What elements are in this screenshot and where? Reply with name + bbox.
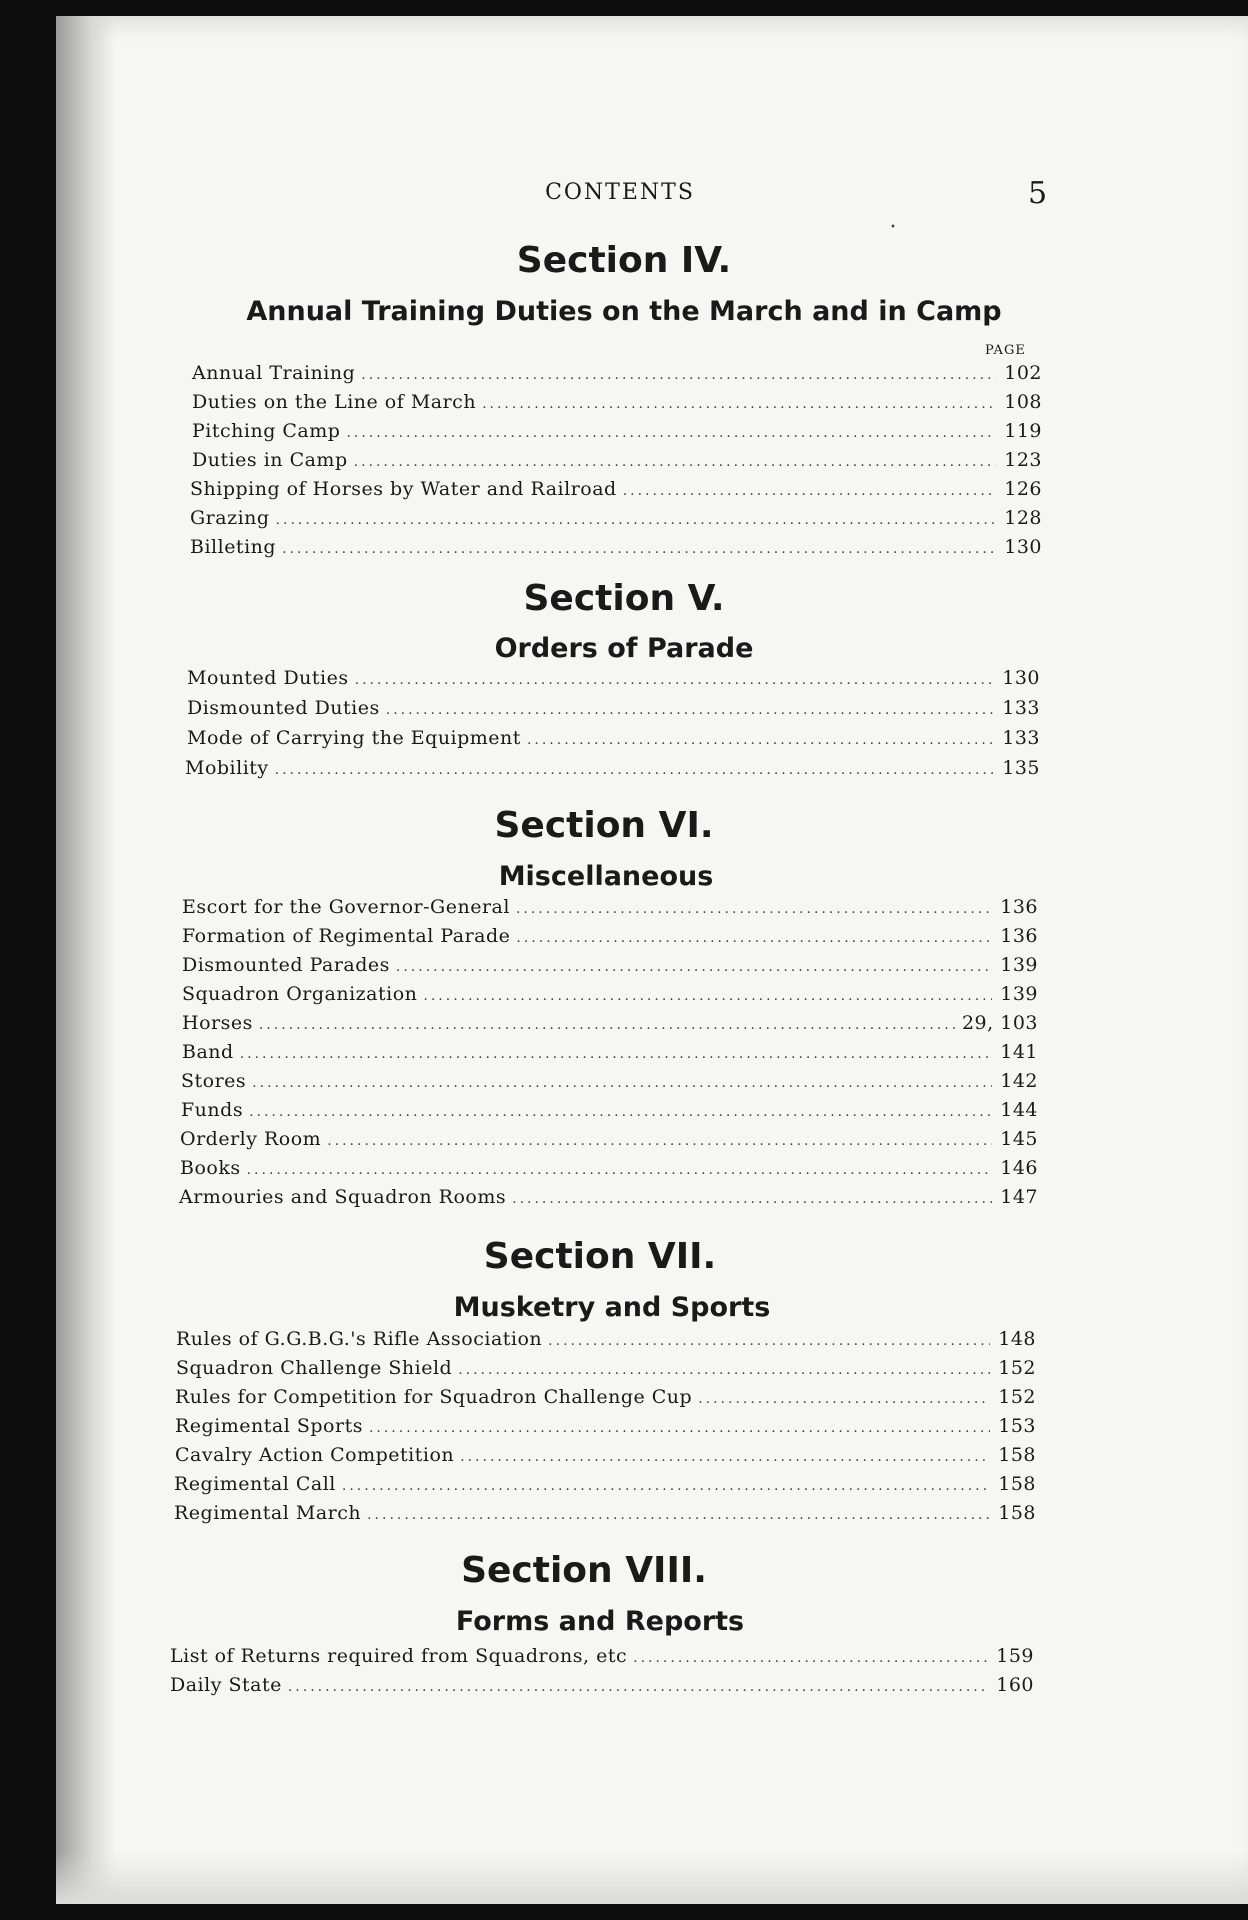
dot-leader (527, 732, 994, 748)
entry-page: 158 (998, 1502, 1036, 1524)
entry-page: 133 (1002, 697, 1040, 719)
toc-entry (174, 1502, 1036, 1530)
entry-page: 102 (1004, 362, 1042, 384)
entry-page: 123 (1004, 449, 1042, 471)
toc-entry (192, 362, 1042, 390)
toc-entry (174, 1473, 1036, 1501)
dot-leader (252, 1075, 992, 1091)
toc-entry (192, 449, 1042, 477)
entry-title: Grazing (190, 507, 270, 529)
entry-page: 139 (1000, 983, 1038, 1005)
entry-page: 128 (1004, 507, 1042, 529)
dot-leader (327, 1133, 992, 1149)
toc-entry (179, 1186, 1038, 1214)
toc-entry (175, 1386, 1036, 1414)
entry-page: 141 (1000, 1041, 1038, 1063)
toc-entry (182, 954, 1038, 982)
section-subheading: Annual Training Duties on the March and in Camp (246, 296, 1002, 327)
entry-title: Mobility (185, 757, 269, 779)
dot-leader (240, 1046, 992, 1062)
dot-leader (396, 959, 992, 975)
entry-page: 158 (998, 1473, 1036, 1495)
entry-page: 126 (1004, 478, 1042, 500)
entry-title: List of Returns required from Squadrons, etc (170, 1645, 628, 1667)
entry-title: Armouries and Squadron Rooms (179, 1186, 507, 1208)
toc-entry (192, 391, 1042, 419)
entry-title: Escort for the Governor-General (182, 896, 510, 918)
dot-leader (249, 1104, 992, 1120)
dot-leader (369, 1420, 990, 1436)
entry-title: Duties in Camp (192, 449, 348, 471)
entry-title: Squadron Organization (182, 983, 418, 1005)
dot-leader (367, 1507, 990, 1523)
entry-page: 152 (998, 1357, 1036, 1379)
dot-leader (460, 1449, 990, 1465)
toc-entry (175, 1415, 1036, 1443)
entry-title: Rules of G.G.B.G.'s Rifle Association (176, 1328, 543, 1350)
toc-entry (170, 1645, 1034, 1673)
entry-page: 152 (998, 1386, 1036, 1408)
entry-title: Duties on the Line of March (192, 391, 477, 413)
dot-leader (354, 454, 996, 470)
toc-entry (190, 478, 1042, 506)
entry-title: Horses (182, 1012, 253, 1034)
toc-entry (182, 1041, 1038, 1069)
dot-leader (275, 762, 994, 778)
dot-leader (633, 1650, 988, 1666)
entry-title: Billeting (190, 536, 277, 558)
entry-title: Pitching Camp (192, 420, 341, 442)
toc-entry (181, 1070, 1038, 1098)
toc-entry (176, 1357, 1036, 1385)
entry-title: Funds (181, 1099, 244, 1121)
section-subheading: Forms and Reports (455, 1606, 745, 1637)
entry-page: 29, 103 (961, 1012, 1038, 1034)
entry-title: Regimental Sports (175, 1415, 363, 1437)
dot-leader (247, 1162, 992, 1178)
entry-title: Mode of Carrying the Equipment (187, 727, 521, 749)
section-subheading: Orders of Parade (494, 633, 754, 664)
running-head: CONTENTS (545, 180, 695, 205)
toc-entry (182, 1012, 1038, 1040)
entry-title: Daily State (170, 1674, 282, 1696)
entry-title: Rules for Competition for Squadron Challenge Cup (175, 1386, 693, 1408)
dot-leader (458, 1362, 990, 1378)
dot-leader (355, 672, 994, 688)
section-heading: Section IV. (516, 240, 732, 281)
toc-entry (182, 983, 1038, 1011)
entry-page: 108 (1004, 391, 1042, 413)
toc-entry (182, 925, 1038, 953)
entry-page: 147 (1000, 1186, 1038, 1208)
dot-leader (282, 541, 996, 557)
entry-page: 148 (998, 1328, 1036, 1350)
section-heading: Section VI. (494, 805, 714, 846)
toc-entry (182, 896, 1038, 924)
entry-title: Orderly Room (180, 1128, 322, 1150)
entry-page: 135 (1002, 757, 1040, 779)
dot-leader (423, 988, 992, 1004)
toc-entry (190, 507, 1042, 535)
toc-entry (180, 1128, 1038, 1156)
toc-entry (176, 1328, 1036, 1356)
entry-title: Formation of Regimental Parade (182, 925, 511, 947)
dot-leader (482, 396, 996, 412)
entry-page: 160 (996, 1674, 1034, 1696)
entry-title: Cavalry Action Competition (175, 1444, 455, 1466)
page-column-label: PAGE (985, 343, 1026, 358)
entry-title: Stores (181, 1070, 247, 1092)
dot-leader (512, 1191, 992, 1207)
toc-entry (180, 1157, 1038, 1185)
entry-page: 153 (998, 1415, 1036, 1437)
toc-entry (187, 727, 1040, 755)
toc-entry (187, 667, 1040, 695)
dot-leader (623, 483, 996, 499)
section-subheading: Musketry and Sports (453, 1292, 771, 1323)
entry-page: 144 (1000, 1099, 1038, 1121)
toc-entry (190, 536, 1042, 564)
entry-title: Regimental Call (174, 1473, 336, 1495)
dot-leader (516, 930, 992, 946)
entry-title: Dismounted Parades (182, 954, 390, 976)
entry-page: 159 (996, 1645, 1034, 1667)
dot-leader (386, 702, 994, 718)
section-heading: Section VIII. (461, 1550, 707, 1591)
entry-title: Annual Training (192, 362, 356, 384)
entry-title: Regimental March (174, 1502, 362, 1524)
entry-page: 139 (1000, 954, 1038, 976)
entry-page: 145 (1000, 1128, 1038, 1150)
entry-title: Books (180, 1157, 241, 1179)
entry-page: 133 (1002, 727, 1040, 749)
entry-page: 119 (1004, 420, 1042, 442)
entry-page: 136 (1000, 925, 1038, 947)
toc-entry (181, 1099, 1038, 1127)
dot-leader (346, 425, 996, 441)
toc-entry (192, 420, 1042, 448)
toc-entry (187, 697, 1040, 725)
speck-mark: • (890, 222, 896, 233)
entry-title: Mounted Duties (187, 667, 349, 689)
dot-leader (516, 901, 992, 917)
dot-leader (276, 512, 996, 528)
entry-page: 158 (998, 1444, 1036, 1466)
toc-entry (170, 1674, 1034, 1702)
dot-leader (548, 1333, 990, 1349)
entry-title: Squadron Challenge Shield (176, 1357, 453, 1379)
dot-leader (342, 1478, 990, 1494)
dot-leader (259, 1017, 956, 1033)
entry-title: Band (182, 1041, 234, 1063)
entry-page: 146 (1000, 1157, 1038, 1179)
section-heading: Section V. (523, 578, 725, 619)
toc-entry (175, 1444, 1036, 1472)
dot-leader (698, 1391, 990, 1407)
dot-leader (288, 1679, 988, 1695)
section-subheading: Miscellaneous (498, 861, 714, 892)
toc-entry (185, 757, 1040, 785)
entry-page: 130 (1004, 536, 1042, 558)
page-number: 5 (1028, 176, 1048, 211)
dot-leader (361, 367, 996, 383)
entry-title: Dismounted Duties (187, 697, 380, 719)
section-heading: Section VII. (483, 1236, 717, 1277)
entry-page: 130 (1002, 667, 1040, 689)
entry-title: Shipping of Horses by Water and Railroad (190, 478, 617, 500)
entry-page: 136 (1000, 896, 1038, 918)
entry-page: 142 (1000, 1070, 1038, 1092)
